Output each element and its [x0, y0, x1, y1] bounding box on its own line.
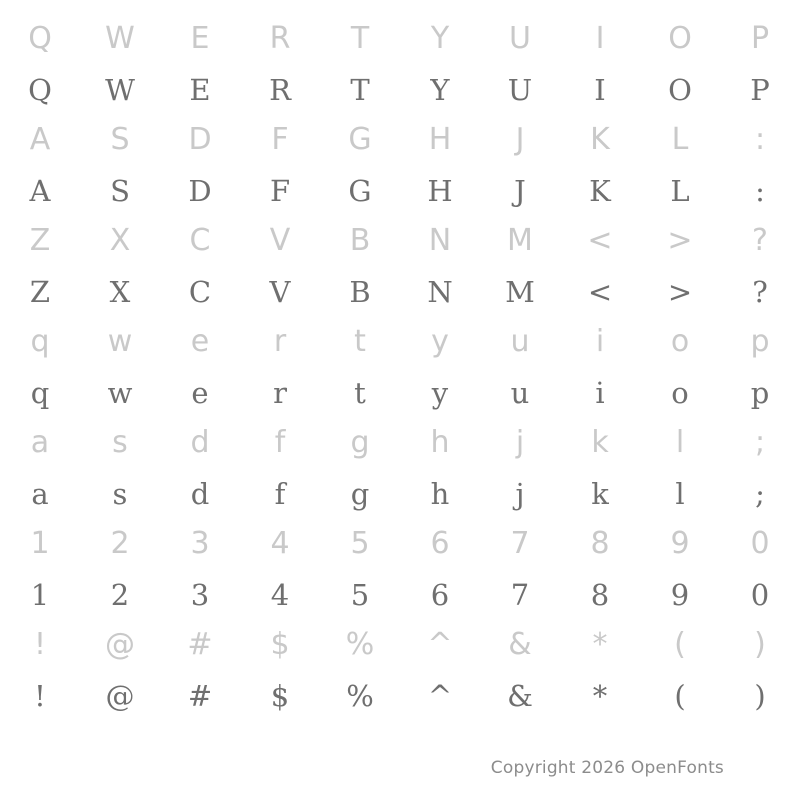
glyph-cell: L — [670, 174, 690, 208]
glyph-cell: R — [269, 73, 291, 107]
glyph-cell: # — [187, 627, 213, 662]
glyph-cell: ^ — [427, 679, 453, 713]
glyph-cell: E — [189, 73, 211, 107]
glyph-row-serif — [0, 559, 800, 610]
glyph-cell: Y — [430, 73, 450, 107]
glyph-cell: 0 — [750, 526, 770, 561]
glyph-cell: p — [750, 376, 770, 410]
glyph-cell: V — [269, 223, 291, 258]
glyph-cell: D — [188, 122, 212, 157]
glyph-cell: w — [107, 324, 133, 359]
glyph-cell: O — [668, 73, 692, 107]
glyph-cell: L — [671, 122, 689, 157]
glyph-cell: E — [190, 21, 210, 56]
glyph-cell: 5 — [350, 578, 370, 612]
glyph-cell: d — [190, 425, 210, 460]
glyph-cell: o — [670, 324, 690, 359]
glyph-row-serif — [0, 660, 800, 711]
glyph-cell: B — [349, 223, 371, 258]
glyph-cell: D — [188, 174, 212, 208]
glyph-cell: H — [428, 122, 452, 157]
glyph-cell: ? — [752, 223, 768, 258]
glyph-cell: f — [274, 425, 286, 460]
glyph-cell: 6 — [430, 526, 450, 561]
glyph-cell: P — [750, 21, 770, 56]
glyph-cell: i — [595, 324, 605, 359]
glyph-cell: t — [354, 376, 366, 410]
glyph-cell: * — [592, 679, 608, 713]
glyph-cell: t — [354, 324, 366, 359]
glyph-cell: 3 — [190, 578, 210, 612]
glyph-cell: C — [188, 275, 212, 309]
glyph-cell: Z — [29, 275, 51, 309]
glyph-cell: ( — [674, 679, 686, 713]
glyph-cell: H — [427, 174, 453, 208]
glyph-cell: 4 — [270, 578, 290, 612]
glyph-cell: l — [675, 425, 685, 460]
glyph-cell: 9 — [670, 526, 690, 561]
glyph-cell: e — [191, 376, 209, 410]
glyph-cell: 9 — [670, 578, 690, 612]
glyph-cell: 0 — [750, 578, 770, 612]
glyph-cell: G — [348, 122, 372, 157]
glyph-cell: G — [348, 174, 372, 208]
glyph-cell: ) — [754, 679, 766, 713]
glyph-cell: : — [754, 122, 766, 157]
glyph-row-serif — [0, 458, 800, 509]
glyph-cell: j — [515, 477, 525, 511]
glyph-cell: Z — [29, 223, 51, 258]
glyph-cell: h — [430, 477, 450, 511]
glyph-row-sans — [0, 105, 800, 155]
glyph-cell: u — [510, 324, 530, 359]
glyph-cell: N — [428, 223, 452, 258]
glyph-cell: I — [594, 73, 606, 107]
glyph-cell: $ — [270, 627, 290, 662]
glyph-cell: ! — [33, 627, 47, 662]
glyph-cell: V — [269, 275, 291, 309]
glyph-cell: d — [190, 477, 210, 511]
glyph-row-serif — [0, 256, 800, 307]
glyph-cell: Y — [430, 21, 450, 56]
glyph-cell: & — [507, 679, 533, 713]
glyph-cell: ( — [674, 627, 686, 662]
glyph-cell: 2 — [110, 578, 130, 612]
glyph-cell: U — [509, 21, 531, 56]
glyph-cell: w — [107, 376, 133, 410]
copyright-notice: Copyright 2026 OpenFonts — [490, 758, 724, 778]
glyph-cell: @ — [105, 627, 135, 662]
glyph-row-sans — [0, 408, 800, 458]
glyph-cell: X — [109, 223, 131, 258]
glyph-cell: O — [668, 21, 692, 56]
glyph-cell: f — [274, 477, 286, 511]
glyph-row-serif — [0, 155, 800, 206]
glyph-cell: K — [589, 174, 611, 208]
glyph-cell: A — [29, 174, 51, 208]
glyph-cell: 5 — [350, 526, 370, 561]
glyph-cell: T — [350, 21, 370, 56]
glyph-cell: Q — [28, 73, 52, 107]
glyph-cell: J — [514, 174, 526, 208]
glyph-cell: A — [29, 122, 51, 157]
glyph-cell: ; — [754, 425, 766, 460]
glyph-cell: P — [750, 73, 770, 107]
glyph-cell: B — [349, 275, 371, 309]
glyph-cell: k — [591, 425, 609, 460]
glyph-cell: * — [592, 627, 608, 662]
glyph-cell: M — [505, 275, 535, 309]
glyph-cell: r — [273, 324, 287, 359]
glyph-cell: ; — [755, 477, 765, 511]
glyph-cell: S — [110, 122, 130, 157]
glyph-cell: j — [515, 425, 525, 460]
glyph-cell: ) — [754, 627, 766, 662]
glyph-cell: $ — [270, 679, 290, 713]
glyph-cell: r — [273, 376, 287, 410]
glyph-cell: M — [507, 223, 533, 258]
glyph-row-sans — [0, 307, 800, 357]
glyph-cell: 8 — [590, 526, 610, 561]
glyph-cell: & — [508, 627, 532, 662]
glyph-cell: ! — [34, 679, 46, 713]
glyph-cell: Q — [28, 21, 52, 56]
glyph-cell: 6 — [430, 578, 450, 612]
glyph-cell: q — [30, 324, 50, 359]
glyph-cell: I — [595, 21, 605, 56]
glyph-cell: h — [430, 425, 450, 460]
glyph-cell: p — [750, 324, 770, 359]
glyph-cell: q — [30, 376, 50, 410]
glyph-cell: y — [431, 324, 449, 359]
glyph-cell: s — [112, 425, 128, 460]
glyph-cell: u — [510, 376, 530, 410]
glyph-cell: < — [587, 275, 613, 309]
glyph-cell: k — [591, 477, 609, 511]
glyph-cell: % — [346, 679, 374, 713]
glyph-cell: : — [755, 174, 765, 208]
glyph-cell: s — [112, 477, 128, 511]
glyph-cell: R — [269, 21, 291, 56]
glyph-cell: U — [507, 73, 533, 107]
glyph-cell: 1 — [30, 578, 50, 612]
glyph-cell: g — [350, 425, 370, 460]
glyph-cell: > — [667, 223, 693, 258]
glyph-cell: F — [271, 122, 289, 157]
glyph-cell: ^ — [427, 627, 453, 662]
glyph-cell: N — [427, 275, 453, 309]
glyph-cell: F — [269, 174, 291, 208]
glyph-row-sans — [0, 509, 800, 559]
glyph-cell: W — [105, 21, 135, 56]
glyph-row-serif — [0, 54, 800, 105]
glyph-cell: % — [345, 627, 375, 662]
glyph-cell: g — [350, 477, 370, 511]
glyph-cell: e — [190, 324, 210, 359]
glyph-cell: l — [675, 477, 685, 511]
glyph-cell: 4 — [270, 526, 290, 561]
glyph-cell: T — [350, 73, 370, 107]
glyph-cell: 7 — [510, 526, 530, 561]
glyph-row-sans — [0, 4, 800, 54]
glyph-cell: X — [109, 275, 131, 309]
glyph-cell: S — [110, 174, 130, 208]
glyph-cell: 3 — [190, 526, 210, 561]
glyph-cell: i — [595, 376, 605, 410]
glyph-row-sans — [0, 206, 800, 256]
glyph-row-sans — [0, 610, 800, 660]
glyph-row-serif — [0, 357, 800, 408]
glyph-cell: @ — [105, 679, 135, 713]
glyph-cell: y — [431, 376, 449, 410]
glyph-cell: 2 — [110, 526, 130, 561]
glyph-cell: # — [187, 679, 213, 713]
glyph-cell: J — [515, 122, 525, 157]
glyph-cell: > — [667, 275, 693, 309]
glyph-cell: 7 — [510, 578, 530, 612]
glyph-cell: K — [590, 122, 610, 157]
glyph-cell: o — [671, 376, 689, 410]
glyph-cell: 1 — [30, 526, 50, 561]
glyph-cell: ? — [752, 275, 768, 309]
glyph-cell: < — [587, 223, 613, 258]
glyph-cell: a — [30, 425, 50, 460]
glyph-cell: W — [105, 73, 135, 107]
glyph-cell: 8 — [590, 578, 610, 612]
glyph-cell: C — [189, 223, 211, 258]
glyph-cell: a — [31, 477, 49, 511]
